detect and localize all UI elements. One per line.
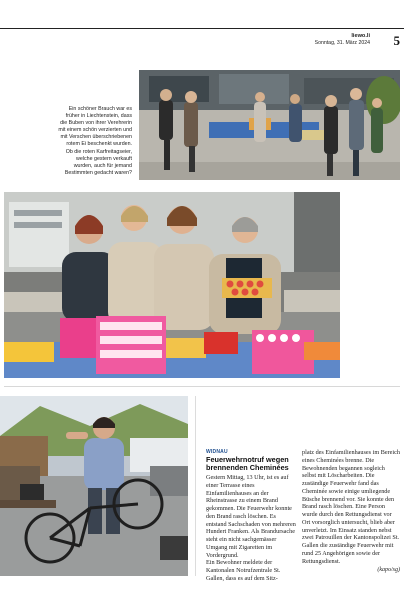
section-divider xyxy=(4,386,400,387)
article-headline: Feuerwehrnotruf wegen brennenden Cheminées xyxy=(206,455,289,473)
page-number: 5 xyxy=(393,33,400,48)
photo-bicycle-man xyxy=(0,396,188,576)
column-divider xyxy=(195,396,196,576)
masthead-date: Sonntag, 31. März 2024 xyxy=(314,39,370,46)
article-kicker: WIDNAU xyxy=(206,449,228,455)
photo-egg-sellers xyxy=(4,192,340,378)
masthead xyxy=(315,33,370,46)
top-margin xyxy=(0,0,404,28)
masthead-brand: liewo.li xyxy=(351,33,370,39)
article-column-1: Gestern Mittag, 13 Uhr, ist es auf einer Terrasse eines Einfamilienhauses an der Rheinstrasse zu einem Brand gekommen. Die Feuerwehr konnte den Brand rasch löschen. Es entstand Sachschaden von mehreren Hundert Franken. Als Brandursache steht ein nicht sachgemässer Umgang mit Zigaretten im Vordergrund. Ein Bewohner meldete der Kantonalen Notrufzentrale St. Gallen, dass es auf dem Sitz- xyxy=(206,474,296,582)
article-column-2: platz des Einfamilienhauses im Bereich eines Cheminées brenne. Die Bewohnenden begannen sogleich selbst mit Löscharbeiten. Die zuständige Feuerwehr fand das Cheminée sowie einige umliegende Büsche brennend vor. Sie konnte den Brand rasch löschen. Eine Person wurde durch den Rettungsdienst vor Ort vorsorglich untersucht, blieb aber unverletzt. Im Einsatz standen nebst zwei Patrouillen der Kantonspolizei St. Gallen die zuständige Feuerwehr mit rund 25 Angehörigen sowie der Rettungsdienst. xyxy=(302,449,400,565)
photo-market-scene xyxy=(139,70,400,180)
header-rule xyxy=(0,28,404,29)
photo-caption-market: Ein schöner Brauch war es früher in Liechtenstein, dass die Buben von ihrer Verehrerin mit einem schön verzierten und mit Verschen überschriebenen rotem Ei beschenkt wurden. Ob die roten Karfreitagseier, welche gestern verkauft wurden, auch für jemand Bestimmten gedacht waren? xyxy=(58,106,132,176)
article-signature: (kapo/sg) xyxy=(377,567,400,573)
